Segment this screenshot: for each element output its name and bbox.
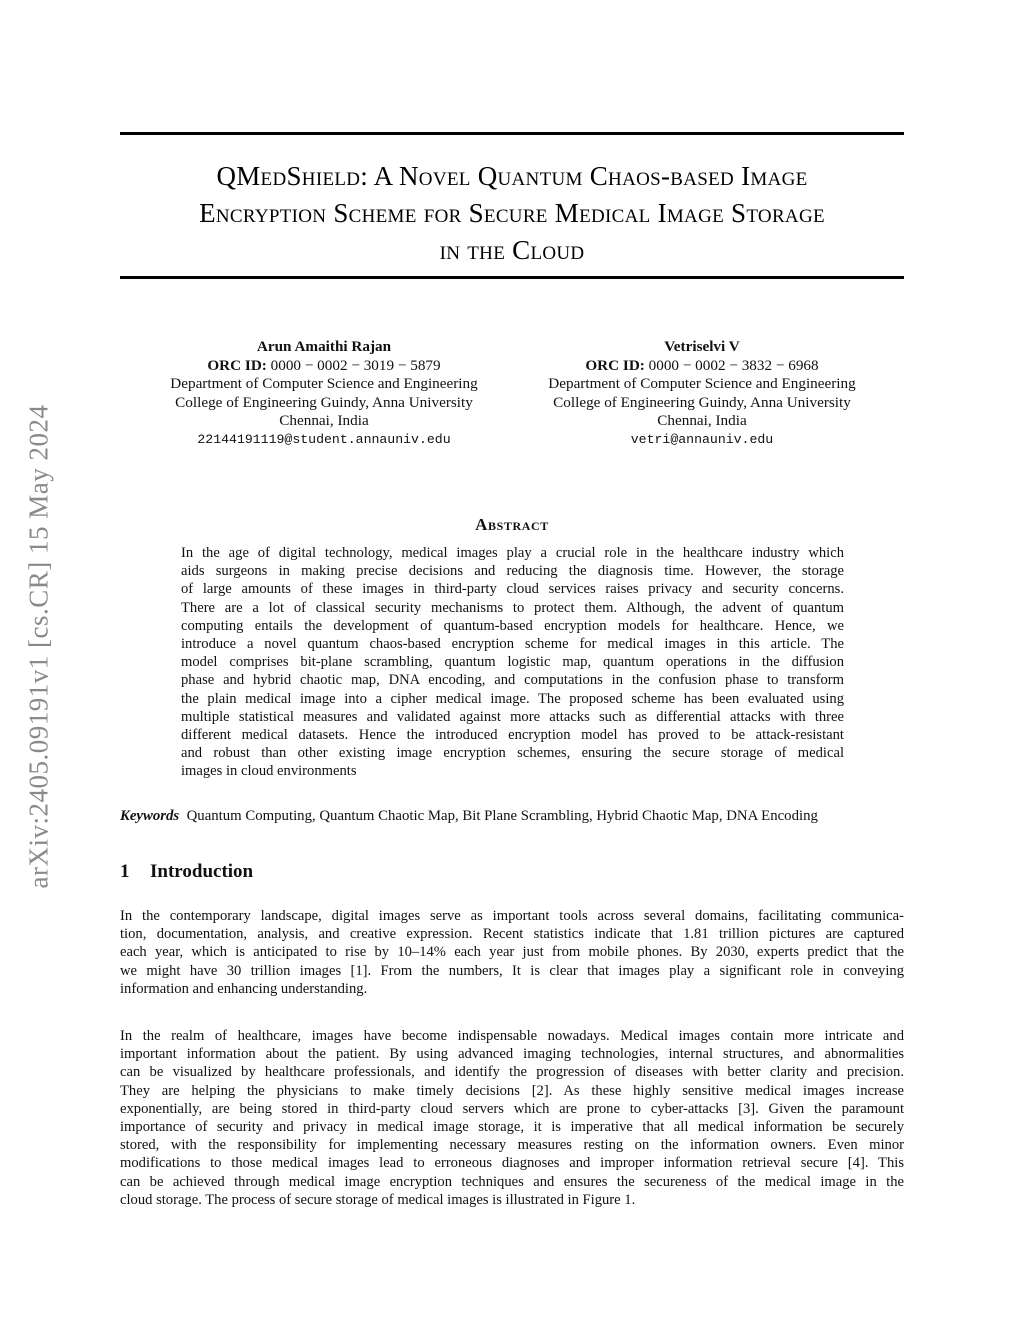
paragraph-line: exponentially, are being stored in third-party cloud servers which are prone to cyber-attacks [3]. Given the paramount <box>120 1100 904 1117</box>
author-department: Department of Computer Science and Engineering <box>170 375 478 393</box>
paragraph-line: information and enhancing understanding. <box>120 980 368 997</box>
author-email[interactable]: vetri@annauniv.edu <box>630 431 774 447</box>
intro-paragraph-1 <box>120 907 904 998</box>
title-bottom-rule <box>120 276 904 279</box>
author-orcid <box>124 357 524 376</box>
paragraph-line: tion, documentation, analysis, and creative expression. Recent statistics indicate that 1.81 trillion pictures are captured <box>120 926 904 943</box>
abstract-line: model comprises bit-plane scrambling, quantum logistic map, quantum operations in the diffusion <box>181 654 844 671</box>
abstract-line: phase and hybrid chaotic map, DNA encoding, and computations in the confusion phase to transform <box>181 672 844 689</box>
section-number: 1 <box>120 861 130 882</box>
paragraph-line: importance of security and privacy in medical image storage, it is imperative that all medical information be securely <box>120 1119 904 1136</box>
intro-paragraph-2 <box>120 1027 904 1209</box>
abstract-line: There are a lot of classical security mechanisms to protect them. Although, the advent of quantum <box>181 599 844 616</box>
paragraph-line: each year, which is anticipated to rise by 10–14% each year just from mobile phones. By 2030, experts predict that the <box>120 944 904 961</box>
title-line: QMedShield: A Novel Quantum Chaos-based Image <box>216 161 808 191</box>
orcid-value: 0000 − 0002 − 3832 − 6968 <box>648 356 819 374</box>
author-block-2 <box>502 338 902 450</box>
author-orcid <box>502 357 902 376</box>
abstract-line: multiple statistical measures and validated against more attacks such as differential attacks with three <box>181 708 844 725</box>
keywords-text: Quantum Computing, Quantum Chaotic Map, Bit Plane Scrambling, Hybrid Chaotic Map, DNA Encoding <box>186 808 818 824</box>
author-name: Vetriselvi V <box>664 338 740 355</box>
keywords <box>120 808 910 825</box>
abstract-line: introduce a novel quantum chaos-based encryption scheme for medical images in this article. The <box>181 636 844 653</box>
abstract-line: aids surgeons in making precise decisions and reducing the diagnosis time. However, the storage <box>181 563 844 580</box>
paragraph-line: In the realm of healthcare, images have become indispensable nowadays. Medical images contain more intricate and <box>120 1028 904 1044</box>
title-top-rule <box>120 132 904 135</box>
author-location: Chennai, India <box>279 412 369 430</box>
paragraph-line: In the contemporary landscape, digital images serve as important tools across several domains, facilitating communica- <box>120 908 904 924</box>
abstract-line: computing entails the development of quantum-based encryption models for healthcare. Hence, we <box>181 617 844 634</box>
orcid-label: ORC ID: <box>585 356 645 374</box>
abstract-line: and robust than other existing image encryption schemes, ensuring the secure storage of medical <box>181 745 844 762</box>
keywords-label: Keywords <box>120 808 180 824</box>
abstract-body <box>181 544 844 781</box>
abstract-line: different medical datasets. Hence the introduced encryption model has proved to be attack-resistant <box>181 727 844 744</box>
author-email[interactable]: 22144191119@student.annauniv.edu <box>197 431 451 447</box>
paragraph-line: we might have 30 trillion images [1]. From the numbers, It is clear that images play a significant role in conveying <box>120 962 904 979</box>
author-college: College of Engineering Guindy, Anna University <box>553 393 851 411</box>
paragraph-line: can be achieved through medical image encryption techniques and ensures the secureness of the medical image in the <box>120 1173 904 1190</box>
author-block-1 <box>124 338 524 450</box>
paragraph-line: can be visualized by healthcare professionals, and identify the progression of diseases with better clarity and precision. <box>120 1064 904 1081</box>
abstract-line: of large amounts of these images in third-party cloud services raises privacy and security concerns. <box>181 581 844 598</box>
section-title: Introduction <box>150 861 254 882</box>
author-name: Arun Amaithi Rajan <box>256 338 392 355</box>
paragraph-line: important information about the patient. By using advanced imaging technologies, internal structures, and abnormalities <box>120 1046 904 1063</box>
arxiv-identifier-text: arXiv:2405.09191v1 [cs.CR] 15 May 2024 <box>23 404 54 888</box>
paragraph-line: cloud storage. The process of secure storage of medical images is illustrated in Figure 1. <box>120 1191 636 1208</box>
orcid-label: ORC ID: <box>207 356 267 374</box>
paragraph-line: modifications to those medical images lead to erroneous diagnoses and improper information retrieval secure [4]. This <box>120 1155 904 1172</box>
author-location: Chennai, India <box>657 412 747 430</box>
orcid-value: 0000 − 0002 − 3019 − 5879 <box>270 356 441 374</box>
arxiv-identifier-stamp <box>4 346 74 946</box>
section-heading-introduction <box>120 861 253 883</box>
title-line: in the Cloud <box>439 235 585 265</box>
abstract-line: In the age of digital technology, medical images play a crucial role in the healthcare industry which <box>181 545 844 561</box>
paragraph-line: They are helping the physicians to make timely decisions [2]. As these highly sensitive medical images increase <box>120 1082 904 1099</box>
abstract-line: the plain medical image into a cipher medical image. The proposed scheme has been evaluated using <box>181 690 844 707</box>
abstract-line: images in cloud environments <box>181 763 357 780</box>
paragraph-line: stored, with the responsibility for implementing necessary measures resting on the information owners. Even minor <box>120 1137 904 1154</box>
author-department: Department of Computer Science and Engineering <box>548 375 856 393</box>
author-college: College of Engineering Guindy, Anna University <box>175 393 473 411</box>
title-line: Encryption Scheme for Secure Medical Image Storage <box>199 198 825 228</box>
abstract-heading: Abstract <box>475 515 549 534</box>
paper-title <box>120 158 904 269</box>
